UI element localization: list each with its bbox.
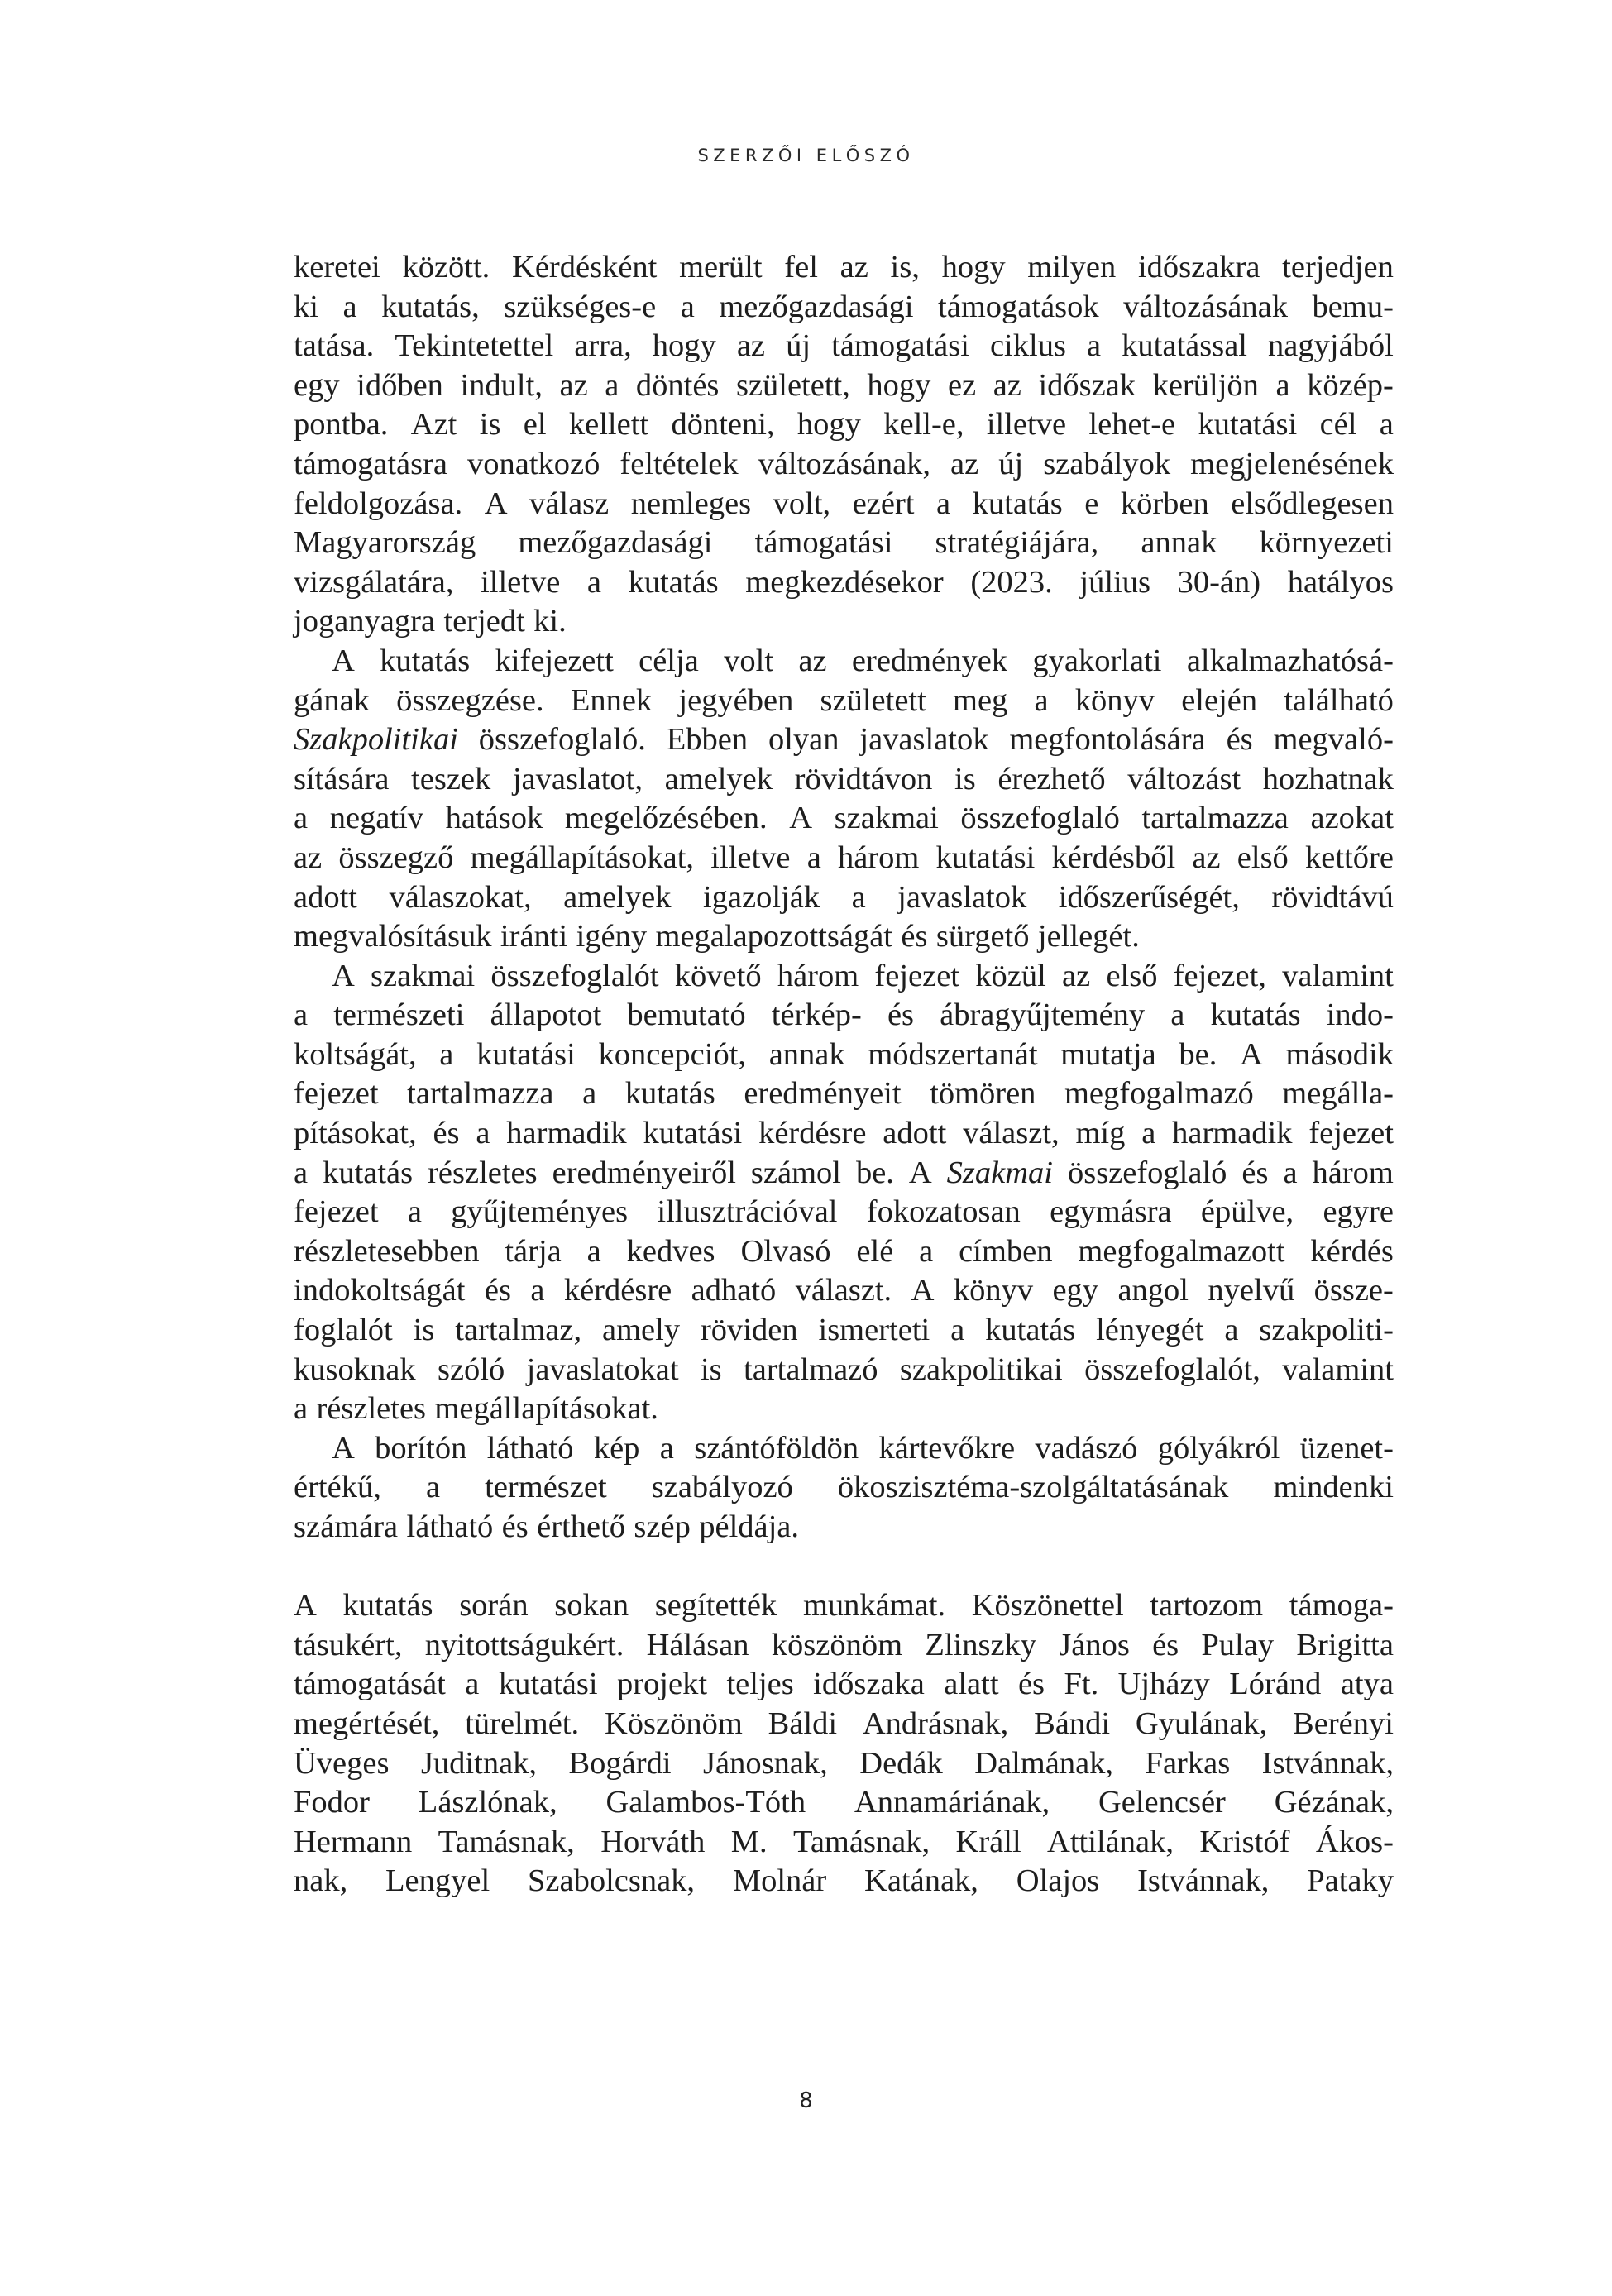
text-line: fejezet tartalmazza a kutatás eredményeit tömören megfogalmazó megálla- <box>294 1076 1394 1112</box>
text-line: értékű, a természet szabályozó ökoszisztéma-szolgáltatásának mindenki <box>294 1470 1394 1505</box>
text-line: indokoltságát és a kérdésre adható választ. A könyv egy angol nyelvű össze- <box>294 1273 1394 1308</box>
text-line: egy időben indult, az a döntés született, hogy ez az időszak kerüljön a közép- <box>294 367 1394 403</box>
paragraph-practical-aim <box>294 642 1394 957</box>
text-line: a kutatás részletes eredményeiről számol be. A Szakmai összefoglaló és a három <box>294 1155 1394 1190</box>
paragraph-chapter-structure <box>294 957 1394 1429</box>
text-line: joganyagra terjedt ki. <box>294 604 567 639</box>
text-line: adott válaszokat, amelyek igazolják a javaslatok időszerűségét, rövidtávú <box>294 879 1394 915</box>
body-text <box>294 248 1394 1901</box>
text-line: a természeti állapotot bemutató térkép- és ábragyűjtemény a kutatás indo- <box>294 997 1394 1033</box>
text-line: A borítón látható kép a szántóföldön kártevőkre vadászó gólyákról üzenet- <box>332 1430 1394 1466</box>
text-line: Magyarország mezőgazdasági támogatási stratégiájára, annak környezeti <box>294 525 1394 561</box>
text-line: Szakpolitikai összefoglaló. Ebben olyan javaslatok megfontolására és megvaló- <box>294 722 1394 758</box>
page-number: 8 <box>799 2088 813 2113</box>
text-line: támogatását a kutatási projekt teljes időszaka alatt és Ft. Ujházy Lóránd atya <box>294 1667 1394 1702</box>
text-line: a negatív hatások megelőzésében. A szakmai összefoglaló tartalmazza azokat <box>294 801 1394 836</box>
running-head: SZERZŐI ELŐSZÓ <box>697 146 915 165</box>
paragraph-scope-of-research <box>294 248 1394 642</box>
text-line: A kutatás kifejezett célja volt az eredmények gyakorlati alkalmazhatósá- <box>332 643 1394 678</box>
text-line: az összegző megállapításokat, illetve a három kutatási kérdésből az első kettőre <box>294 839 1394 875</box>
text-line: Hermann Tamásnak, Horváth M. Tamásnak, Králl Attilának, Kristóf Ákos- <box>294 1824 1394 1859</box>
text-line: számára látható és érthető szép példája. <box>294 1509 800 1544</box>
text-line: koltságát, a kutatási koncepciót, annak módszertanát mutatja be. A második <box>294 1036 1394 1072</box>
text-line: tásukért, nyitottságukért. Hálásan köszönöm Zlinszky János és Pulay Brigitta <box>294 1627 1394 1662</box>
text-line: támogatásra vonatkozó feltételek változásának, az új szabályok megjelenésének <box>294 446 1394 481</box>
text-line: fejezet a gyűjteményes illusztrációval fokozatosan egymásra épülve, egyre <box>294 1194 1394 1230</box>
paragraph-cover-image <box>294 1429 1394 1547</box>
text-line: tatása. Tekintetettel arra, hogy az új támogatási ciklus a kutatással nagyjából <box>294 328 1394 364</box>
text-line: A szakmai összefoglalót követő három fejezet közül az első fejezet, valamint <box>332 958 1394 993</box>
text-line: megértését, türelmét. Köszönöm Báldi Andrásnak, Bándi Gyulának, Berényi <box>294 1705 1394 1741</box>
text-line: Üveges Juditnak, Bogárdi Jánosnak, Dedák Dalmának, Farkas Istvánnak, <box>294 1745 1394 1781</box>
text-line: ki a kutatás, szükséges-e a mezőgazdasági támogatások változásának bemu- <box>294 289 1394 324</box>
text-line: a részletes megállapításokat. <box>294 1391 658 1427</box>
paragraph-gap <box>294 1547 1394 1587</box>
text-line: megvalósításuk iránti igény megalapozottságát és sürgető jellegét. <box>294 919 1140 954</box>
text-line: kusoknak szóló javaslatokat is tartalmazó szakpolitikai összefoglalót, valamint <box>294 1351 1394 1387</box>
text-line: feldolgozása. A válasz nemleges volt, ezért a kutatás e körben elsődlegesen <box>294 486 1394 521</box>
text-line: A kutatás során sokan segítették munkámat. Köszönettel tartozom támoga- <box>294 1588 1394 1624</box>
text-line: gának összegzése. Ennek jegyében született meg a könyv elején található <box>294 682 1394 718</box>
text-line: keretei között. Kérdésként merült fel az is, hogy milyen időszakra terjedjen <box>294 250 1394 285</box>
text-line: vizsgálatára, illetve a kutatás megkezdésekor (2023. július 30-án) hatályos <box>294 564 1394 600</box>
text-line: Fodor Lászlónak, Galambos-Tóth Annamáriának, Gelencsér Gézának, <box>294 1785 1394 1820</box>
text-line: részletesebben tárja a kedves Olvasó elé a címben megfogalmazott kérdés <box>294 1233 1394 1269</box>
text-line: nak, Lengyel Szabolcsnak, Molnár Katának, Olajos Istvánnak, Pataky <box>294 1863 1394 1899</box>
text-line: pontba. Azt is el kellett dönteni, hogy kell-e, illetve lehet-e kutatási cél a <box>294 407 1394 442</box>
text-line: foglalót is tartalmaz, amely röviden ismerteti a kutatás lényegét a szakpoliti- <box>294 1313 1394 1348</box>
text-line: sítására teszek javaslatot, amelyek rövidtávon is érezhető változást hozhatnak <box>294 761 1394 796</box>
text-line: pításokat, és a harmadik kutatási kérdésre adott választ, míg a harmadik fejezet <box>294 1116 1394 1151</box>
paragraph-acknowledgements <box>294 1547 1394 1901</box>
